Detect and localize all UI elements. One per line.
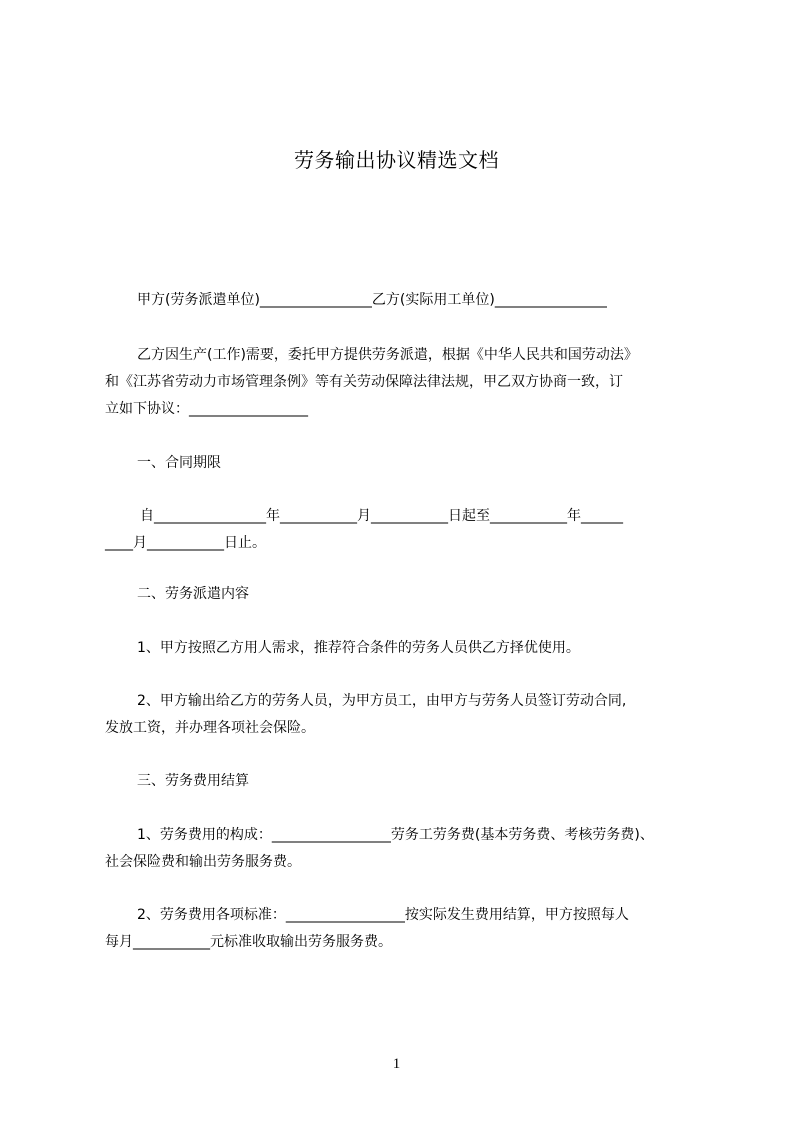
clause-3-2-line-2: 每月___________元标准收取输出劳务服务费。	[105, 934, 392, 950]
section-heading-3: 三、劳务费用结算	[137, 773, 249, 789]
page-number: 1	[392, 1056, 401, 1072]
clause-3-1-line-2: 社会保险费和输出劳务服务费。	[105, 854, 301, 870]
term-line-2: ____月___________日止。	[105, 535, 266, 551]
clause-2-2-line-2: 发放工资，并办理各项社会保险。	[105, 720, 315, 736]
preamble-line-1: 乙方因生产(工作)需要，委托甲方提供劳务派遣，根据《中华人民共和国劳动法》	[137, 347, 638, 363]
preamble-line-2: 和《江苏省劳动力市场管理条例》等有关劳动保障法律法规，甲乙双方协商一致，订	[105, 374, 623, 390]
party-line: 甲方(劳务派遣单位)________________乙方(实际用工单位)________________	[137, 292, 607, 308]
document-title: 劳务输出协议精选文档	[294, 148, 499, 172]
term-line-1: 自________________年___________月___________日起至___________年______	[140, 508, 623, 524]
section-heading-2: 二、劳务派遣内容	[137, 586, 249, 602]
preamble-line-3: 立如下协议：_________________	[105, 401, 308, 417]
section-heading-1: 一、合同期限	[137, 455, 221, 471]
clause-2-2-line-1: 2、甲方输出给乙方的劳务人员，为甲方员工，由甲方与劳务人员签订劳动合同,	[137, 693, 627, 709]
clause-3-1-line-1: 1、劳务费用的构成：_________________劳务工劳务费(基本劳务费、考核劳务费)、	[137, 827, 654, 843]
clause-3-2-line-1: 2、劳务费用各项标准：_________________按实际发生费用结算，甲方按照每人	[137, 907, 629, 923]
clause-2-1: 1、甲方按照乙方用人需求，推荐符合条件的劳务人员供乙方择优使用。	[137, 640, 580, 656]
